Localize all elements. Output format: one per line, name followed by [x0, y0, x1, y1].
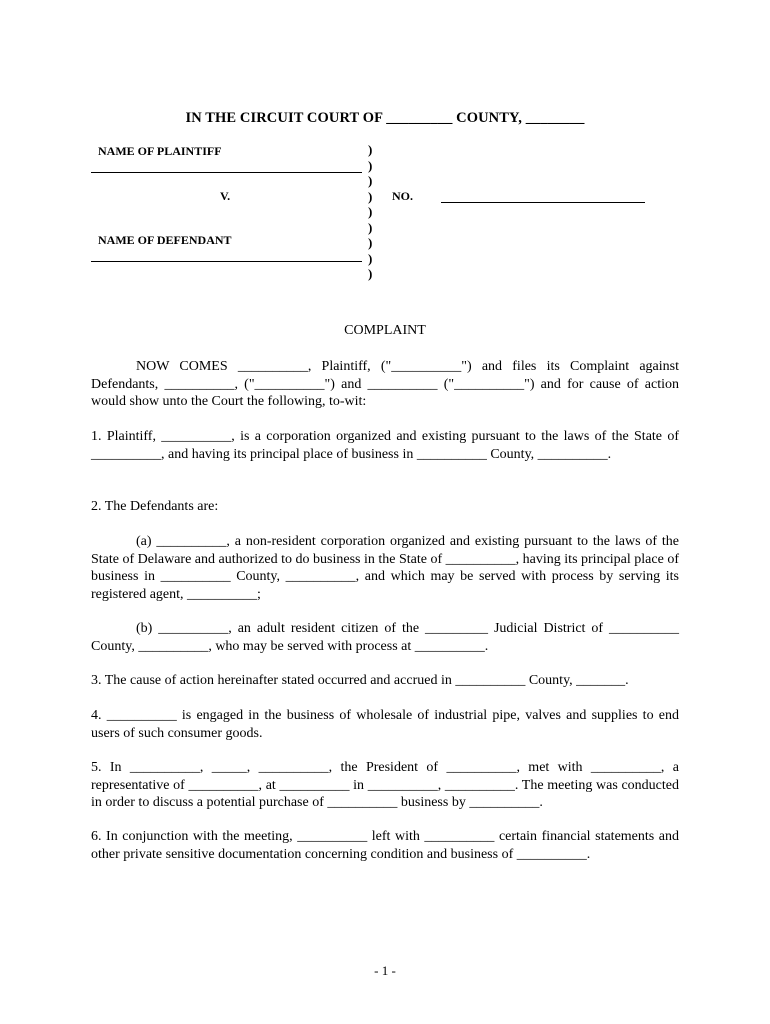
document-heading: COMPLAINT [344, 323, 426, 338]
caption-paren-4: ) [368, 188, 373, 204]
caption-paren-9: ) [368, 266, 373, 281]
caption-paren-8: ) [368, 250, 373, 266]
paragraph-4: 4. __________ is engaged in the business of wholesale of industrial pipe, valves and supplies to end users of such consumer goods. [91, 708, 679, 741]
paragraph-1: 1. Plaintiff, __________, is a corporation organized and existing pursuant to the laws of the State of __________, and having its principal place of business in __________ County, __________. [91, 429, 679, 462]
paragraph-2: 2. The Defendants are: [91, 499, 219, 514]
paragraph-3: 3. The cause of action hereinafter stated occurred and accrued in __________ County, _______. [91, 673, 629, 688]
paragraph-2b: (b) __________, an adult resident citizen of the _________ Judicial District of __________ County, __________, who may be served with process at __________. [91, 621, 679, 654]
plaintiff-label: NAME OF PLAINTIFF [98, 144, 222, 158]
caption-paren-7: ) [368, 235, 373, 250]
case-number-label: NO. [392, 189, 413, 203]
caption-paren-6: ) [368, 219, 373, 235]
defendant-label: NAME OF DEFENDANT [98, 233, 232, 247]
caption-paren-2: ) [368, 157, 373, 173]
page-number: - 1 - [374, 963, 396, 978]
versus-label: V. [220, 189, 231, 203]
paragraph-6: 6. In conjunction with the meeting, __________ left with __________ certain financial statements and other private sensitive documentation concerning condition and business of __________. [91, 829, 679, 862]
paragraph-2a: (a) __________, a non-resident corporation organized and existing pursuant to the laws of the State of Delaware and authorized to do business in the State of __________, having its principal place of business in __________ County, __________, and which may be served with process by serving its registered agent, __________; [91, 534, 679, 602]
plaintiff-name-line [91, 172, 362, 173]
court-title: IN THE CIRCUIT COURT OF _________ COUNTY, ________ [185, 110, 585, 126]
paragraph-5: 5. In __________, _____, __________, the President of __________, met with __________, a representative of __________, at __________ in __________, __________. The meeting was conducted in order to discuss a potential purchase of __________ business by __________. [91, 760, 679, 810]
caption-paren-3: ) [368, 173, 373, 188]
caption-paren-5: ) [368, 204, 373, 219]
intro-paragraph: NOW COMES __________, Plaintiff, ("__________") and files its Complaint against Defendants, __________, ("__________") and __________ ("__________") and for cause of action would show unto the Court the following, to-wit: [91, 359, 679, 409]
case-number-line [441, 202, 645, 203]
caption-paren-1: ) [368, 142, 373, 157]
defendant-name-line [91, 261, 362, 262]
